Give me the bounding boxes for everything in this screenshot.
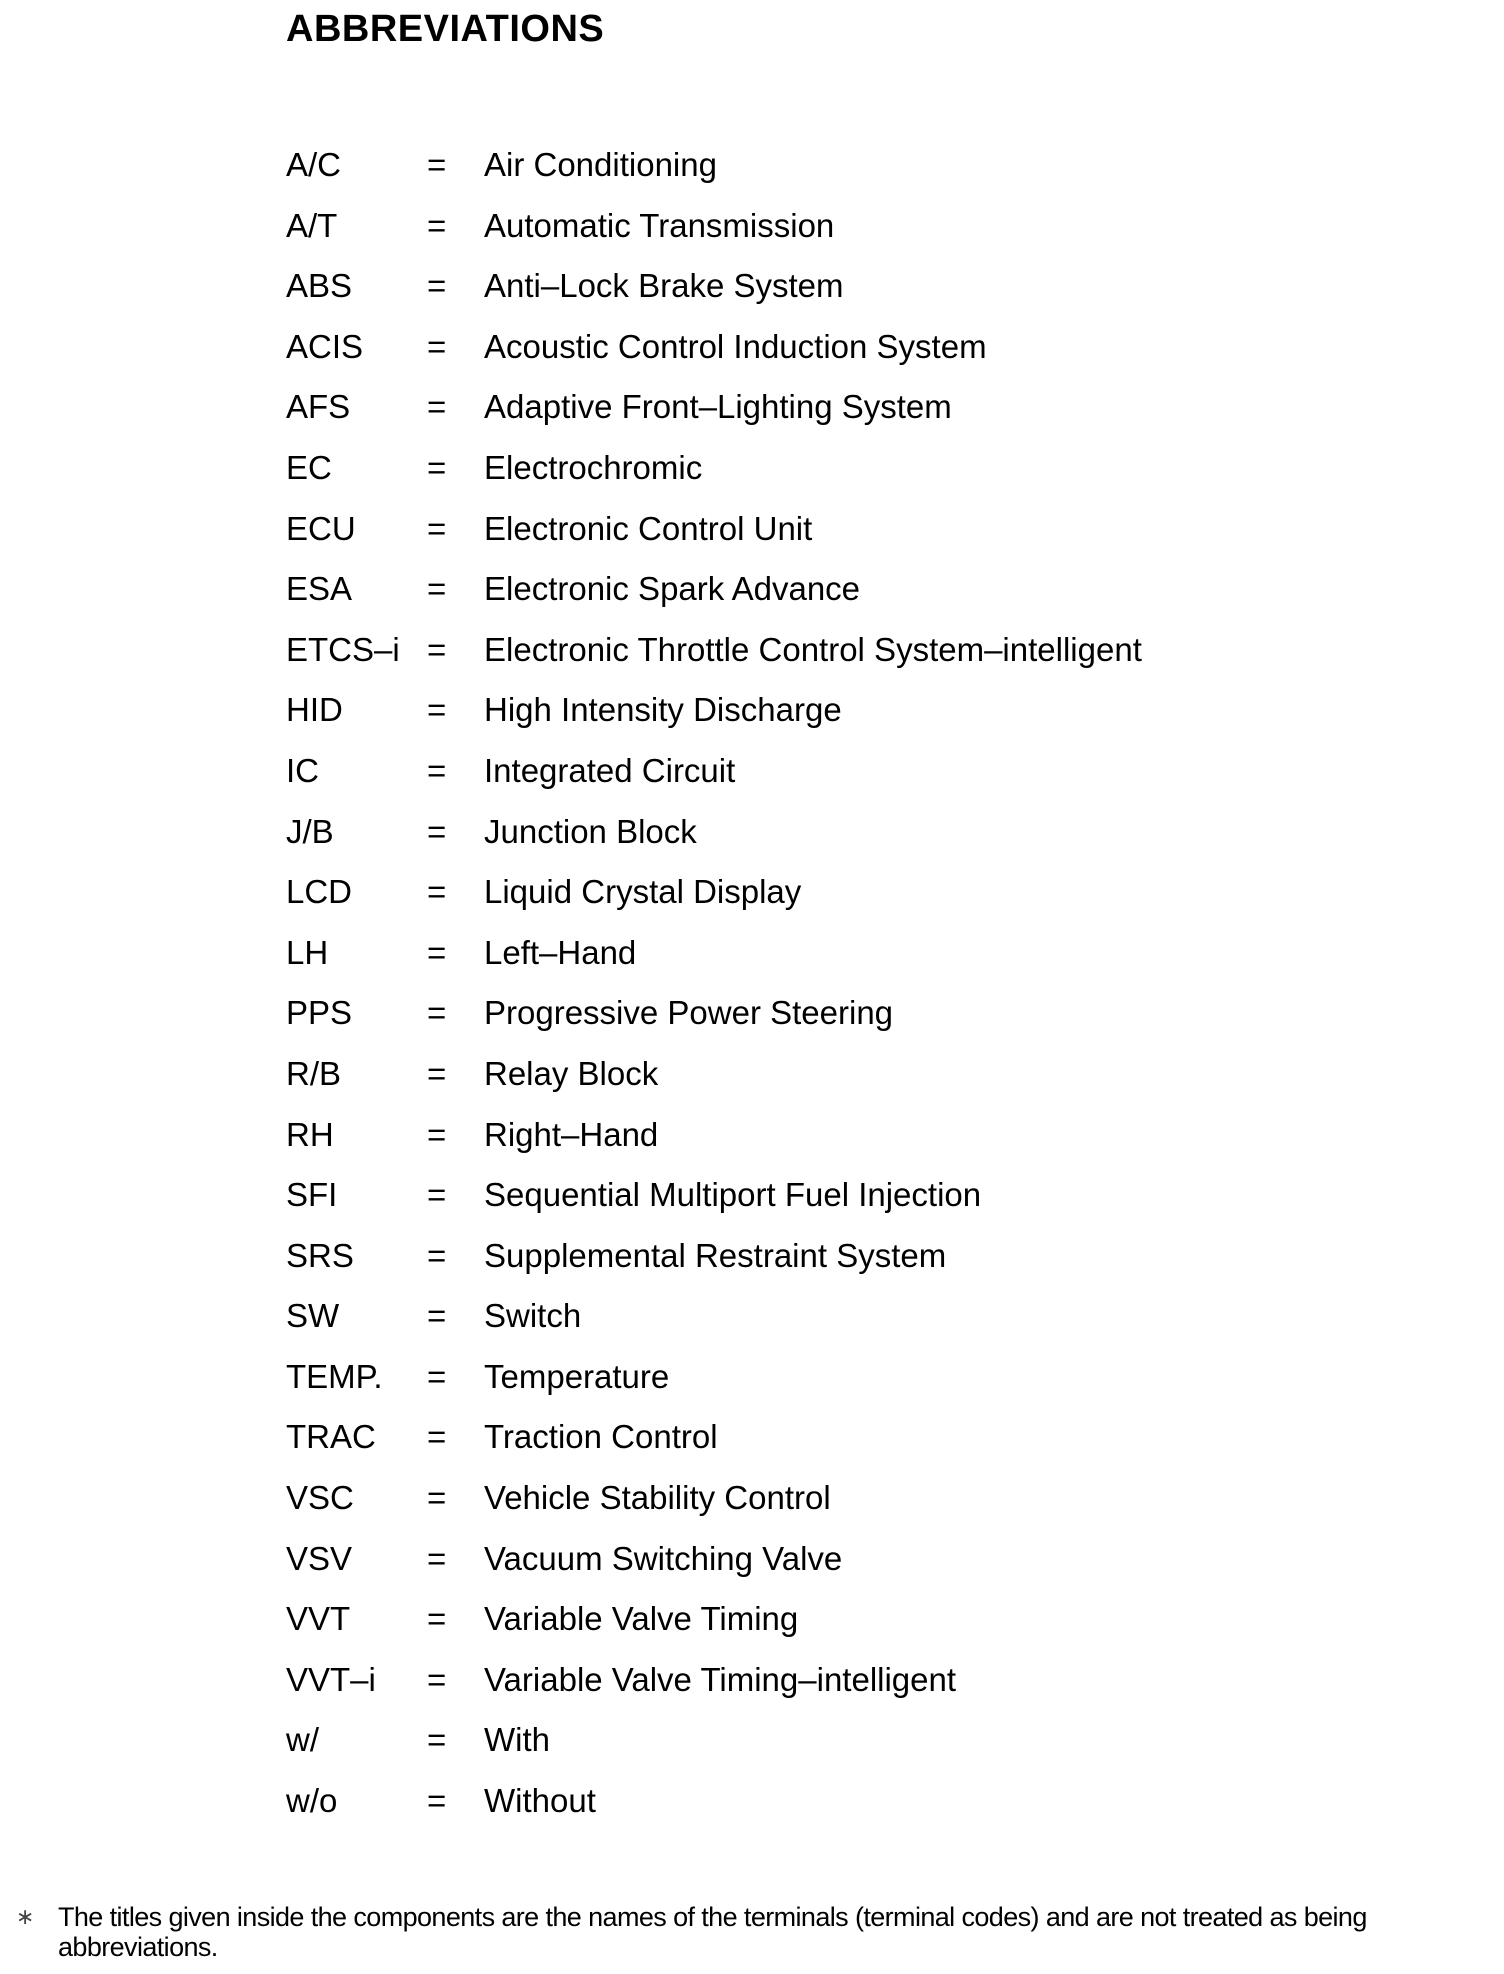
abbreviation-term: HID — [286, 691, 343, 729]
equals-sign: = — [427, 994, 447, 1032]
abbreviation-term: ABS — [286, 267, 353, 305]
equals-sign: = — [427, 1297, 447, 1335]
page-title: ABBREVIATIONS — [286, 8, 605, 50]
equals-sign: = — [427, 1236, 447, 1274]
footnote-text: The titles given inside the components are the names of the terminals (terminal codes) and are not treated as being abbreviations. — [58, 1902, 1367, 1962]
abbreviation-term: PPS — [286, 994, 353, 1032]
equals-sign: = — [427, 388, 447, 426]
abbreviation-term: A/T — [286, 206, 338, 244]
equals-sign: = — [427, 570, 447, 608]
equals-sign: = — [427, 812, 447, 850]
abbreviation-term: TEMP. — [286, 1357, 383, 1395]
abbreviation-meaning: Relay Block — [484, 1054, 659, 1092]
abbreviation-term: ECU — [286, 509, 356, 547]
abbreviation-term: R/B — [286, 1054, 342, 1092]
abbreviation-term: IC — [286, 751, 319, 789]
abbreviation-meaning: Switch — [484, 1297, 582, 1335]
abbreviation-meaning: Right–Hand — [484, 1115, 659, 1153]
equals-sign: = — [427, 1115, 447, 1153]
equals-sign: = — [427, 1660, 447, 1698]
abbreviation-term: VVT — [286, 1600, 351, 1638]
abbreviation-term: VVT–i — [286, 1660, 376, 1698]
equals-sign: = — [427, 630, 447, 668]
abbreviation-meaning: High Intensity Discharge — [484, 691, 842, 729]
abbreviation-term: w/o — [286, 1782, 338, 1820]
abbreviation-meaning: Supplemental Restraint System — [484, 1236, 947, 1274]
abbreviation-meaning: Air Conditioning — [484, 146, 717, 183]
abbreviation-term: SW — [286, 1297, 340, 1335]
asterisk-icon: ∗ — [16, 1904, 34, 1929]
equals-sign: = — [427, 1600, 447, 1638]
abbreviation-term: ACIS — [286, 327, 364, 365]
equals-sign: = — [427, 751, 447, 789]
abbreviation-meaning: Traction Control — [484, 1418, 718, 1456]
abbreviation-term: SFI — [286, 1176, 338, 1214]
equals-sign: = — [427, 933, 447, 971]
equals-sign: = — [427, 327, 447, 365]
abbreviation-meaning: Temperature — [484, 1357, 670, 1395]
abbreviation-term: AFS — [286, 388, 351, 426]
equals-sign: = — [427, 448, 447, 486]
abbreviation-meaning: Progressive Power Steering — [484, 994, 894, 1032]
abbreviation-term: RH — [286, 1115, 334, 1153]
abbreviation-meaning: Sequential Multiport Fuel Injection — [484, 1176, 982, 1214]
equals-sign: = — [427, 509, 447, 547]
abbreviation-term: A/C — [286, 146, 342, 183]
abbreviation-meaning: Electronic Throttle Control System–intelligent — [484, 630, 1142, 668]
abbreviation-meaning: Electronic Spark Advance — [484, 570, 861, 608]
abbreviation-term: EC — [286, 448, 332, 486]
abbreviation-term: LH — [286, 933, 329, 971]
abbreviation-meaning: Acoustic Control Induction System — [484, 327, 987, 365]
abbreviation-meaning: Adaptive Front–Lighting System — [484, 388, 952, 426]
abbreviation-term: VSC — [286, 1479, 354, 1517]
abbreviation-meaning: Junction Block — [484, 812, 697, 850]
equals-sign: = — [427, 1054, 447, 1092]
equals-sign: = — [427, 1782, 447, 1820]
abbreviation-meaning: Vacuum Switching Valve — [484, 1539, 843, 1577]
equals-sign: = — [427, 691, 447, 729]
equals-sign: = — [427, 206, 447, 244]
abbreviation-term: ETCS–i — [286, 630, 400, 668]
equals-sign: = — [427, 267, 447, 305]
abbreviation-meaning: Vehicle Stability Control — [484, 1479, 831, 1517]
abbreviation-meaning: Liquid Crystal Display — [484, 873, 802, 911]
abbreviation-meaning: Variable Valve Timing — [484, 1600, 799, 1638]
abbreviation-meaning: Integrated Circuit — [484, 751, 736, 789]
equals-sign: = — [427, 1418, 447, 1456]
equals-sign: = — [427, 1176, 447, 1214]
equals-sign: = — [427, 1721, 447, 1759]
abbreviation-term: LCD — [286, 873, 353, 911]
abbreviation-meaning: Anti–Lock Brake System — [484, 267, 844, 305]
equals-sign: = — [427, 146, 447, 183]
abbreviation-term: VSV — [286, 1539, 353, 1577]
abbreviation-term: ESA — [286, 570, 353, 608]
abbreviation-meaning: Electrochromic — [484, 448, 703, 486]
abbreviation-term: J/B — [286, 812, 334, 850]
equals-sign: = — [427, 1539, 447, 1577]
abbreviation-meaning: Electronic Control Unit — [484, 509, 813, 547]
abbreviation-term: SRS — [286, 1236, 354, 1274]
abbreviation-term: TRAC — [286, 1418, 376, 1456]
equals-sign: = — [427, 873, 447, 911]
abbreviation-meaning: Left–Hand — [484, 933, 637, 971]
equals-sign: = — [427, 1479, 447, 1517]
equals-sign: = — [427, 1357, 447, 1395]
abbreviation-meaning: Without — [484, 1782, 596, 1820]
abbreviation-meaning: Automatic Transmission — [484, 206, 835, 244]
abbreviation-meaning: Variable Valve Timing–intelligent — [484, 1660, 957, 1698]
abbreviation-meaning: With — [484, 1721, 550, 1759]
abbreviation-term: w/ — [286, 1721, 319, 1759]
